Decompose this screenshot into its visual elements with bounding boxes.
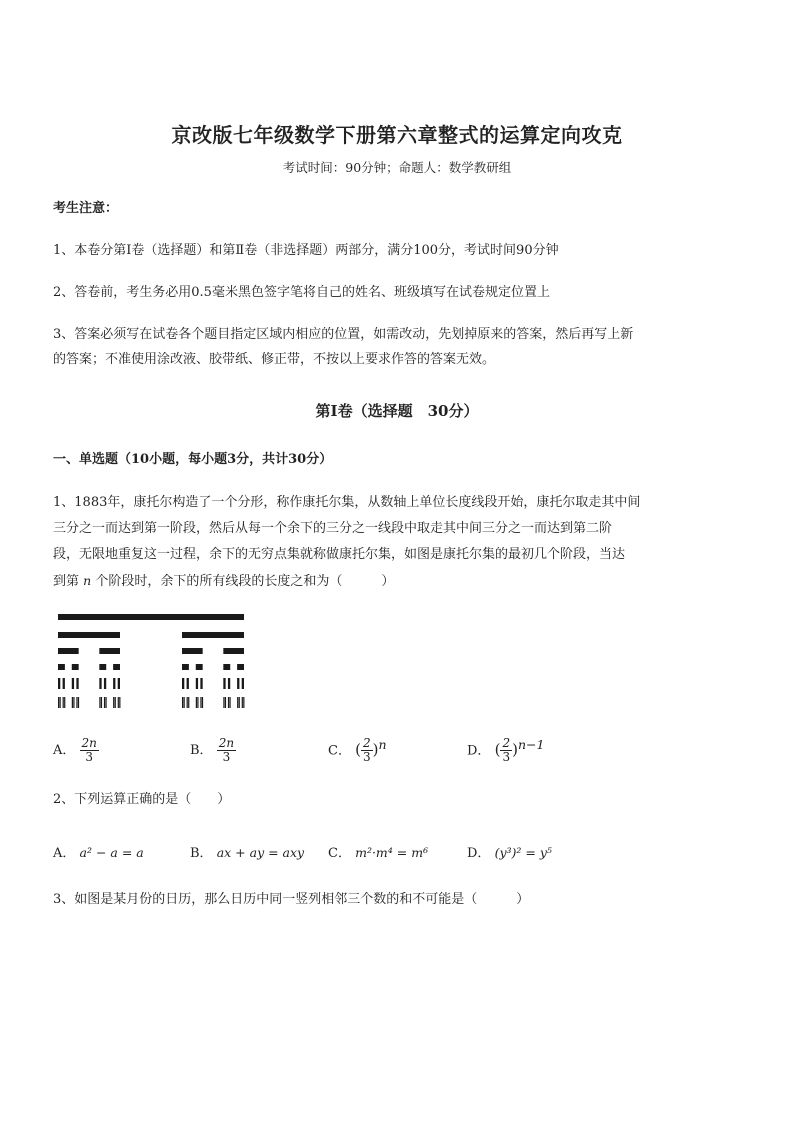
cantor-segment	[239, 697, 240, 708]
cantor-segment	[99, 648, 120, 654]
cantor-segment	[237, 678, 239, 689]
cantor-segment	[58, 632, 120, 638]
cantor-segment	[182, 664, 189, 670]
cantor-segment	[200, 678, 202, 689]
cantor-segment	[58, 648, 79, 654]
cantor-segment	[196, 678, 198, 689]
exam-title: 京改版七年级数学下册第六章整式的运算定向攻克	[171, 123, 623, 147]
cantor-segment	[58, 697, 59, 708]
cantor-segment	[119, 697, 120, 708]
cantor-segment	[72, 664, 79, 670]
q2-option-b[interactable]: B． ax + ay = axy	[190, 845, 305, 861]
exam-subtitle: 考试时间：90分钟；命题人：数学教研组	[282, 160, 512, 175]
q1-option-a[interactable]: A． $\frac{2n}{3}$	[53, 736, 97, 764]
cantor-segment	[64, 697, 65, 708]
cantor-segment	[202, 697, 203, 708]
notice-item-3-cont: 的答案；不准使用涂改液、胶带纸、修正带，不按以上要求作答的答案无效。	[53, 352, 496, 367]
q2-option-c[interactable]: C． m²·m⁴ = m⁶	[328, 845, 429, 861]
cantor-segment	[113, 664, 120, 670]
cantor-segment	[228, 697, 229, 708]
cantor-segment	[113, 678, 115, 689]
cantor-segment	[60, 697, 61, 708]
q1-option-c[interactable]: C． ( $\frac{2}{3}$ )$^n$	[328, 736, 387, 765]
cantor-segment	[63, 678, 65, 689]
cantor-segment	[242, 678, 244, 689]
cantor-segment	[73, 697, 74, 708]
notice-item-2: 2、答卷前，考生务必用0.5毫米黑色签字笔将自己的姓名、班级填写在试卷规定位置上	[53, 285, 550, 300]
cantor-segment	[72, 678, 74, 689]
q1-option-d[interactable]: D． ( $\frac{2}{3}$ )$^{n-1}$	[467, 736, 545, 765]
cantor-segment	[184, 697, 185, 708]
cantor-segment	[182, 632, 244, 638]
q2-option-a[interactable]: A． a² − a = a	[53, 845, 144, 861]
cantor-segment	[76, 678, 78, 689]
cantor-segment	[223, 648, 244, 654]
cantor-segment	[113, 697, 114, 708]
cantor-segment	[228, 678, 230, 689]
cantor-segment	[237, 697, 238, 708]
section-title: 第Ⅰ卷（选择题 30分）	[315, 402, 479, 420]
cantor-segment	[187, 697, 188, 708]
cantor-segment	[200, 697, 201, 708]
q1-option-b[interactable]: B． $\frac{2n}{3}$	[190, 736, 235, 764]
q2-option-d[interactable]: D． (y³)² = y⁵	[467, 845, 552, 861]
cantor-segment	[58, 664, 65, 670]
cantor-segment	[58, 678, 60, 689]
notice-item-1: 1、本卷分第Ⅰ卷（选择题）和第Ⅱ卷（非选择题）两部分，满分100分，考试时间90分钟	[53, 243, 559, 258]
cantor-segment	[99, 664, 106, 670]
q1-line-2: 三分之一而达到第一阶段，然后从每一个余下的三分之一线段中取走其中间三分之一而达到第二阶	[53, 521, 613, 536]
cantor-segment	[182, 678, 184, 689]
cantor-segment	[197, 697, 198, 708]
q1-line-1: 1、1883年，康托尔构造了一个分形，称作康托尔集，从数轴上单位长度线段开始，康托尔取走其中间	[53, 495, 641, 510]
q3-stem: 3、如图是某月份的日历，那么日历中同一竖列相邻三个数的和不可能是（ ）	[53, 892, 530, 907]
notice-item-3: 3、答案必须写在试卷各个题目指定区域内相应的位置，如需改动，先划掉原来的答案，然后再写上新	[53, 327, 634, 342]
q2-stem: 2、下列运算正确的是（ ）	[53, 792, 231, 807]
cantor-segment	[115, 697, 116, 708]
cantor-segment	[242, 697, 243, 708]
cantor-segment	[101, 697, 102, 708]
cantor-segment	[182, 697, 183, 708]
cantor-segment	[237, 664, 244, 670]
notice-heading: 考生注意：	[53, 201, 119, 216]
cantor-segment	[223, 697, 224, 708]
cantor-segment	[223, 678, 225, 689]
cantor-segment	[76, 697, 77, 708]
cantor-segment	[196, 697, 197, 708]
cantor-segment	[229, 697, 230, 708]
cantor-segment	[63, 697, 64, 708]
q1-line-3: 段，无限地重复这一过程，余下的无穷点集就称做康托尔集，如图是康托尔集的最初几个阶段，当达	[53, 547, 626, 562]
cantor-segment	[72, 697, 73, 708]
cantor-segment	[118, 697, 119, 708]
cantor-segment	[99, 697, 100, 708]
cantor-segment	[196, 664, 203, 670]
cantor-segment	[188, 697, 189, 708]
cantor-segment	[104, 678, 106, 689]
cantor-segment	[243, 697, 244, 708]
part-heading: 一、单选题（10小题，每小题3分，共计30分）	[53, 452, 333, 467]
cantor-segment	[58, 614, 244, 620]
cantor-segment	[104, 697, 105, 708]
cantor-segment	[225, 697, 226, 708]
cantor-segment	[99, 678, 101, 689]
cantor-segment	[182, 648, 203, 654]
cantor-segment	[105, 697, 106, 708]
cantor-set-figure	[58, 614, 248, 710]
cantor-segment	[223, 664, 230, 670]
q1-line-4: 到第 n 个阶段时，余下的所有线段的长度之和为（ ）	[53, 573, 395, 589]
cantor-segment	[118, 678, 120, 689]
cantor-segment	[187, 678, 189, 689]
cantor-segment	[78, 697, 79, 708]
